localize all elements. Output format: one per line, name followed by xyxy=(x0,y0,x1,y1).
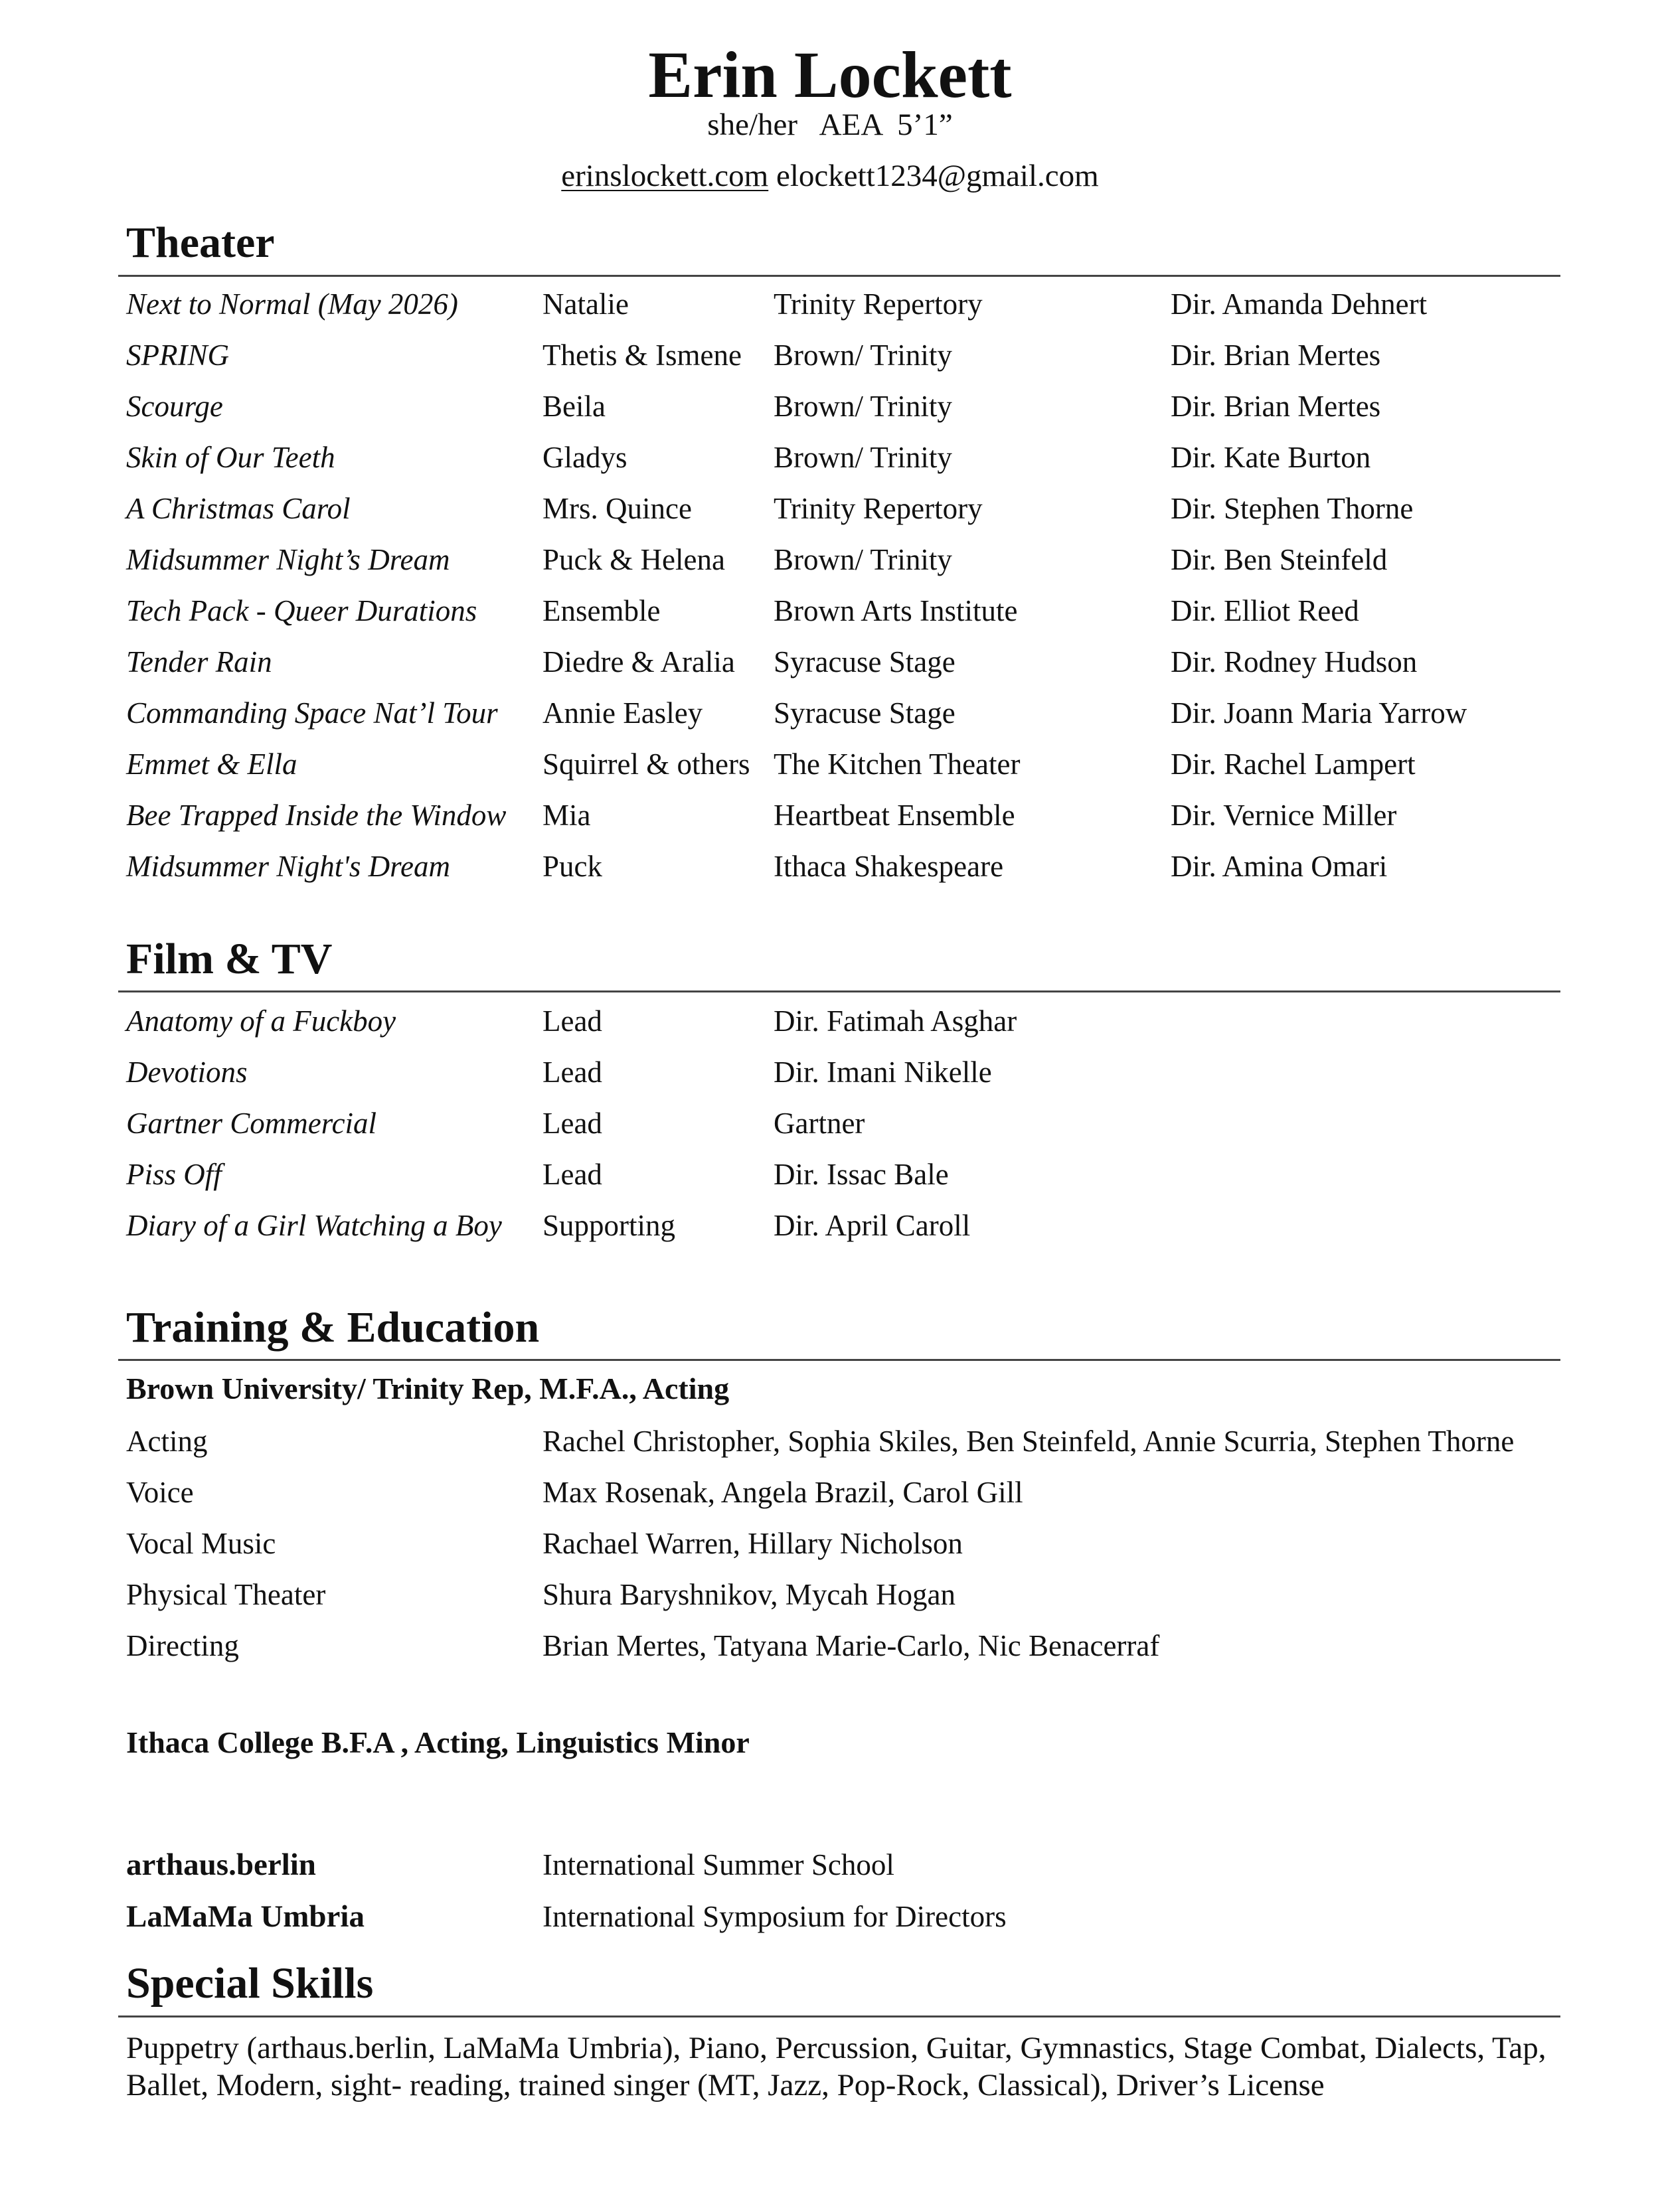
list-item xyxy=(0,688,1660,739)
film-heading: Film & TV xyxy=(126,935,333,983)
film-title: Piss Off xyxy=(126,1158,222,1191)
role: Lead xyxy=(542,1056,602,1089)
training-teachers: Shura Baryshnikov, Mycah Hogan xyxy=(542,1578,955,1611)
role: Puck & Helena xyxy=(542,543,725,576)
role: Lead xyxy=(542,1004,602,1038)
list-item xyxy=(0,330,1660,381)
company: Trinity Repertory xyxy=(774,492,983,525)
training-list xyxy=(0,1416,1660,1672)
role: Mia xyxy=(542,799,591,832)
list-item xyxy=(0,1467,1660,1518)
company: Heartbeat Ensemble xyxy=(774,799,1015,832)
email-text: elockett1234@gmail.com xyxy=(776,159,1099,193)
film-divider xyxy=(118,990,1560,992)
company: Ithaca Shakespeare xyxy=(774,850,1004,883)
show-title: Midsummer Night's Dream xyxy=(126,850,450,883)
list-item xyxy=(0,279,1660,330)
list-item xyxy=(0,1569,1660,1620)
company: Syracuse Stage xyxy=(774,645,955,678)
theater-heading: Theater xyxy=(126,218,275,267)
website-link[interactable]: erinslockett.com xyxy=(561,159,769,193)
role: Gladys xyxy=(542,441,627,474)
role: Diedre & Aralia xyxy=(542,645,735,678)
show-title: Next to Normal (May 2026) xyxy=(126,287,458,321)
director: Dir. Fatimah Asghar xyxy=(774,1004,1017,1038)
workshop-name: arthaus.berlin xyxy=(126,1848,316,1882)
company: Brown/ Trinity xyxy=(774,390,952,423)
list-item xyxy=(0,1098,1660,1149)
training-teachers: Rachael Warren, Hillary Nicholson xyxy=(542,1527,963,1560)
role: Squirrel & others xyxy=(542,748,750,781)
list-item xyxy=(0,483,1660,534)
company: Brown/ Trinity xyxy=(774,543,952,576)
director: Dir. Rachel Lampert xyxy=(1171,748,1416,781)
role: Puck xyxy=(542,850,602,883)
training-subject: Physical Theater xyxy=(126,1578,326,1611)
show-title: SPRING xyxy=(126,339,229,372)
school-ithaca: Ithaca College B.F.A , Acting, Linguistics Minor xyxy=(126,1725,750,1759)
pronouns-union-height: she/her AEA 5’1” xyxy=(707,108,953,142)
list-item xyxy=(0,1200,1660,1251)
list-item xyxy=(0,1047,1660,1098)
show-title: Scourge xyxy=(126,390,223,423)
list-item xyxy=(0,1416,1660,1467)
workshop-row xyxy=(0,1840,1660,1891)
company: The Kitchen Theater xyxy=(774,748,1021,781)
show-title: Emmet & Ella xyxy=(126,748,297,781)
role: Supporting xyxy=(542,1209,676,1242)
show-title: A Christmas Carol xyxy=(126,492,351,525)
role: Mrs. Quince xyxy=(542,492,692,525)
film-title: Anatomy of a Fuckboy xyxy=(126,1004,396,1038)
role: Lead xyxy=(542,1107,602,1140)
theater-divider xyxy=(118,275,1560,277)
list-item xyxy=(0,381,1660,432)
training-heading: Training & Education xyxy=(126,1303,540,1352)
show-title: Tech Pack - Queer Durations xyxy=(126,594,477,627)
company: Trinity Repertory xyxy=(774,287,983,321)
role: Lead xyxy=(542,1158,602,1191)
director: Dir. Brian Mertes xyxy=(1171,339,1381,372)
workshop-name: LaMaMa Umbria xyxy=(126,1899,365,1934)
list-item xyxy=(0,1149,1660,1200)
film-title: Devotions xyxy=(126,1056,248,1089)
show-title: Commanding Space Nat’l Tour xyxy=(126,696,498,730)
workshop-desc: International Symposium for Directors xyxy=(542,1900,1007,1933)
film-title: Diary of a Girl Watching a Boy xyxy=(126,1209,502,1242)
training-divider xyxy=(118,1359,1560,1361)
training-teachers: Rachel Christopher, Sophia Skiles, Ben Steinfeld, Annie Scurria, Stephen Thorne xyxy=(542,1425,1515,1458)
list-item xyxy=(0,637,1660,688)
role: Annie Easley xyxy=(542,696,703,730)
list-item xyxy=(0,996,1660,1047)
skills-divider xyxy=(118,2015,1560,2017)
list-item xyxy=(0,1518,1660,1569)
director: Dir. Elliot Reed xyxy=(1171,594,1359,627)
training-subject: Vocal Music xyxy=(126,1527,276,1560)
director: Dir. Amanda Dehnert xyxy=(1171,287,1428,321)
school-brown: Brown University/ Trinity Rep, M.F.A., Acting xyxy=(126,1372,730,1405)
list-item xyxy=(0,841,1660,892)
director: Dir. Amina Omari xyxy=(1171,850,1388,883)
director: Dir. Kate Burton xyxy=(1171,441,1371,474)
training-teachers: Max Rosenak, Angela Brazil, Carol Gill xyxy=(542,1476,1023,1509)
training-subject: Voice xyxy=(126,1476,194,1509)
company: Syracuse Stage xyxy=(774,696,955,730)
director: Dir. Issac Bale xyxy=(774,1158,949,1191)
role: Beila xyxy=(542,390,606,423)
workshop-row xyxy=(0,1891,1660,1942)
director: Dir. Joann Maria Yarrow xyxy=(1171,696,1467,730)
show-title: Tender Rain xyxy=(126,645,272,678)
director: Dir. Imani Nikelle xyxy=(774,1056,992,1089)
show-title: Skin of Our Teeth xyxy=(126,441,335,474)
director: Dir. Ben Steinfeld xyxy=(1171,543,1388,576)
company: Brown/ Trinity xyxy=(774,339,952,372)
company: Brown/ Trinity xyxy=(774,441,952,474)
show-title: Midsummer Night’s Dream xyxy=(126,543,450,576)
contact-line xyxy=(0,157,1660,195)
theater-list xyxy=(0,279,1660,892)
company: Brown Arts Institute xyxy=(774,594,1018,627)
show-title: Bee Trapped Inside the Window xyxy=(126,799,507,832)
resume-name: Erin Lockett xyxy=(648,38,1012,112)
training-subject: Acting xyxy=(126,1425,208,1458)
role: Natalie xyxy=(542,287,629,321)
director: Dir. April Caroll xyxy=(774,1209,971,1242)
list-item xyxy=(0,586,1660,637)
list-item xyxy=(0,432,1660,483)
training-teachers: Brian Mertes, Tatyana Marie-Carlo, Nic Benacerraf xyxy=(542,1629,1160,1662)
list-item xyxy=(0,534,1660,586)
director: Dir. Stephen Thorne xyxy=(1171,492,1414,525)
workshop-desc: International Summer School xyxy=(542,1848,894,1881)
list-item xyxy=(0,790,1660,841)
director: Gartner xyxy=(774,1107,865,1140)
role: Ensemble xyxy=(542,594,661,627)
list-item xyxy=(0,739,1660,790)
director: Dir. Brian Mertes xyxy=(1171,390,1381,423)
skills-heading: Special Skills xyxy=(126,1959,374,2008)
role: Thetis & Ismene xyxy=(542,339,742,372)
director: Dir. Rodney Hudson xyxy=(1171,645,1418,678)
film-title: Gartner Commercial xyxy=(126,1107,377,1140)
film-list xyxy=(0,996,1660,1251)
skills-text: Puppetry (arthaus.berlin, LaMaMa Umbria), Piano, Percussion, Guitar, Gymnastics, Stage Combat, Dialects, Tap, Ballet, Modern, sight- reading, trained singer (MT, Jazz, Pop-Rock, Classical), Driver’s License xyxy=(126,2031,1546,2102)
training-subject: Directing xyxy=(126,1629,239,1662)
director: Dir. Vernice Miller xyxy=(1171,799,1397,832)
list-item xyxy=(0,1620,1660,1672)
